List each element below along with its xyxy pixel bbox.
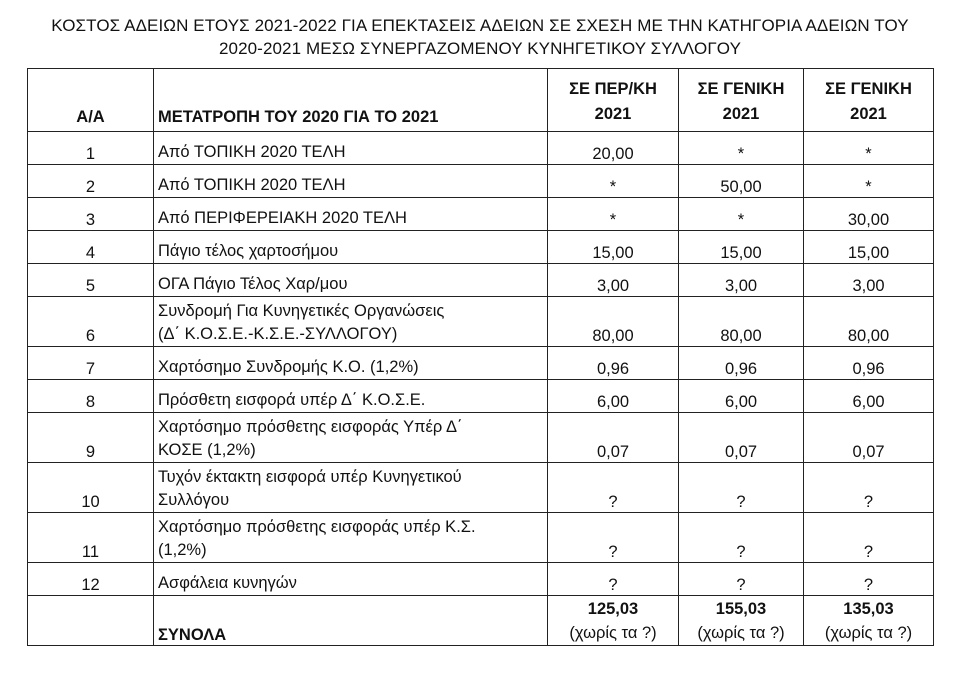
table-row [28, 198, 934, 231]
value-local-license: 80,00 [548, 297, 679, 347]
value-general-license-a: * [679, 132, 804, 165]
row-number: 11 [28, 513, 154, 563]
value-general-license-b: ? [804, 463, 934, 513]
value-local-license: ? [548, 463, 679, 513]
description-line: ΚΟΣΕ (1,2%) [158, 441, 256, 459]
row-number: 5 [28, 264, 154, 297]
header-col1-line2: 2021 [594, 105, 632, 123]
row-description [154, 563, 548, 596]
table-row [28, 264, 934, 297]
header-col3-line1: ΣΕ ΓΕΝΙΚΗ [825, 80, 912, 98]
license-cost-table [27, 68, 934, 646]
value-general-license-b: 0,96 [804, 347, 934, 380]
table-row [28, 563, 934, 596]
row-number: 4 [28, 231, 154, 264]
title-line-1: ΚΟΣΤΟΣ ΑΔΕΙΩΝ ΕΤΟΥΣ 2021-2022 ΓΙΑ ΕΠΕΚΤΑΣΕΙΣ ΑΔΕΙΩΝ ΣΕ ΣΧΕΣΗ ΜΕ ΤΗΝ ΚΑΤΗΓΟΡΙΑ ΑΔΕΙΩΝ ΤΟΥ [51, 16, 909, 35]
row-number: 10 [28, 463, 154, 513]
table-header-row [28, 69, 934, 132]
value-general-license-a: ? [679, 463, 804, 513]
total-general-a-note: (χωρίς τα ?) [697, 623, 785, 642]
row-description [154, 413, 548, 463]
row-description [154, 463, 548, 513]
total-local [548, 596, 679, 646]
totals-row [28, 596, 934, 646]
value-general-license-a: 0,07 [679, 413, 804, 463]
value-general-license-b: 30,00 [804, 198, 934, 231]
row-description [154, 347, 548, 380]
value-general-license-b: * [804, 132, 934, 165]
total-general-b [804, 596, 934, 646]
description-line: Ασφάλεια κυνηγών [158, 574, 297, 592]
table-row [28, 132, 934, 165]
value-local-license: 20,00 [548, 132, 679, 165]
description-line: Συλλόγου [158, 491, 230, 509]
table-row [28, 231, 934, 264]
header-col1-line1: ΣΕ ΠΕΡ/ΚΗ [569, 80, 657, 98]
total-local-note: (χωρίς τα ?) [569, 623, 657, 642]
value-general-license-a: 0,96 [679, 347, 804, 380]
value-general-license-a: 15,00 [679, 231, 804, 264]
total-local-value: 125,03 [587, 599, 639, 618]
table-row [28, 463, 934, 513]
value-general-license-b: 80,00 [804, 297, 934, 347]
row-description [154, 297, 548, 347]
row-description [154, 264, 548, 297]
description-line: ΟΓΑ Πάγιο Τέλος Χαρ/μου [158, 275, 348, 293]
value-local-license: * [548, 198, 679, 231]
row-number: 2 [28, 165, 154, 198]
totals-label: ΣΥΝΟΛΑ [154, 596, 548, 646]
row-description [154, 198, 548, 231]
description-line: Τυχόν έκτακτη εισφορά υπέρ Κυνηγετικού [158, 468, 462, 486]
total-general-b-note: (χωρίς τα ?) [824, 623, 913, 642]
row-description [154, 513, 548, 563]
description-line: (1,2%) [158, 541, 207, 559]
value-general-license-a: * [679, 198, 804, 231]
value-general-license-b: * [804, 165, 934, 198]
value-general-license-a: 6,00 [679, 380, 804, 413]
row-number: 1 [28, 132, 154, 165]
value-general-license-a: 50,00 [679, 165, 804, 198]
header-description: ΜΕΤΑΤΡΟΠΗ ΤΟΥ 2020 ΓΙΑ ΤΟ 2021 [154, 69, 548, 132]
row-description [154, 165, 548, 198]
total-general-b-value: 135,03 [843, 599, 894, 618]
row-description [154, 380, 548, 413]
value-general-license-a: ? [679, 563, 804, 596]
value-local-license: * [548, 165, 679, 198]
value-general-license-b: 15,00 [804, 231, 934, 264]
totals-empty-cell [28, 596, 154, 646]
title-line-2: 2020-2021 ΜΕΣΩ ΣΥΝΕΡΓΑΖΟΜΕΝΟΥ ΚΥΝΗΓΕΤΙΚΟΥ ΣΥΛΛΟΓΟΥ [218, 39, 742, 58]
value-local-license: 6,00 [548, 380, 679, 413]
value-general-license-b: ? [804, 563, 934, 596]
value-local-license: ? [548, 563, 679, 596]
description-line: (Δ΄ Κ.Ο.Σ.Ε.-Κ.Σ.Ε.-ΣΥΛΛΟΓΟΥ) [158, 325, 398, 343]
row-description [154, 132, 548, 165]
header-general-license-b [804, 69, 934, 132]
table-row [28, 165, 934, 198]
row-number: 9 [28, 413, 154, 463]
header-col2-line1: ΣΕ ΓΕΝΙΚΗ [697, 80, 785, 98]
table-row [28, 380, 934, 413]
value-local-license: ? [548, 513, 679, 563]
value-general-license-a: 80,00 [679, 297, 804, 347]
value-general-license-a: 3,00 [679, 264, 804, 297]
table-row [28, 413, 934, 463]
description-line: Από ΤΟΠΙΚΗ 2020 ΤΕΛΗ [158, 176, 346, 194]
description-line: Χαρτόσημο πρόσθετης εισφοράς Υπέρ Δ΄ [158, 418, 463, 436]
table-row [28, 513, 934, 563]
value-local-license: 3,00 [548, 264, 679, 297]
header-aa: Α/Α [28, 69, 154, 132]
description-line: Χαρτόσημο Συνδρομής Κ.Ο. (1,2%) [158, 358, 419, 376]
header-col2-line2: 2021 [722, 105, 760, 123]
row-number: 8 [28, 380, 154, 413]
description-line: Από ΤΟΠΙΚΗ 2020 ΤΕΛΗ [158, 143, 346, 161]
row-number: 7 [28, 347, 154, 380]
total-general-a-value: 155,03 [715, 599, 767, 618]
description-line: Χαρτόσημο πρόσθετης εισφοράς υπέρ Κ.Σ. [158, 518, 476, 536]
row-number: 12 [28, 563, 154, 596]
row-number: 3 [28, 198, 154, 231]
value-general-license-a: ? [679, 513, 804, 563]
value-local-license: 0,96 [548, 347, 679, 380]
total-general-a [679, 596, 804, 646]
value-local-license: 15,00 [548, 231, 679, 264]
description-line: Πάγιο τέλος χαρτοσήμου [158, 242, 339, 260]
value-general-license-b: 6,00 [804, 380, 934, 413]
value-general-license-b: 3,00 [804, 264, 934, 297]
value-general-license-b: 0,07 [804, 413, 934, 463]
description-line: Συνδρομή Για Κυνηγετικές Οργανώσεις [158, 302, 445, 320]
row-description [154, 231, 548, 264]
value-local-license: 0,07 [548, 413, 679, 463]
description-line: Από ΠΕΡΙΦΕΡΕΙΑΚΗ 2020 ΤΕΛΗ [158, 209, 407, 227]
table-row [28, 347, 934, 380]
row-number: 6 [28, 297, 154, 347]
table-body [28, 132, 934, 596]
header-general-license-a [679, 69, 804, 132]
table-row [28, 297, 934, 347]
description-line: Πρόσθετη εισφορά υπέρ Δ΄ Κ.Ο.Σ.Ε. [158, 391, 426, 409]
header-col3-line2: 2021 [850, 105, 887, 123]
value-general-license-b: ? [804, 513, 934, 563]
document-title [0, 14, 960, 60]
header-local-license [548, 69, 679, 132]
